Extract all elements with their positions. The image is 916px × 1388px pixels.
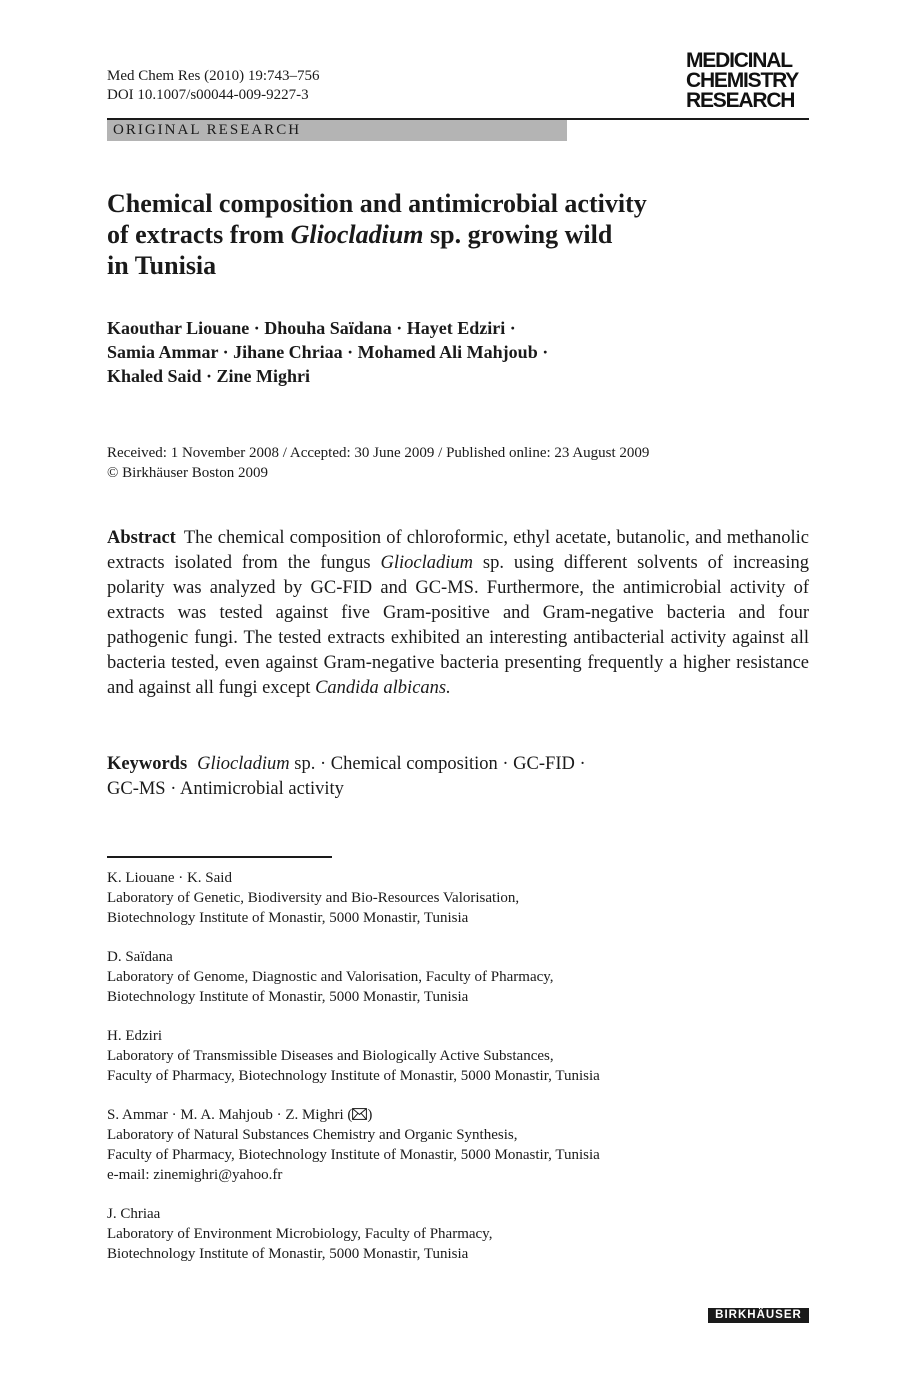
- affiliation-line: Biotechnology Institute of Monastir, 5000 Monastir, Tunisia: [107, 1246, 469, 1262]
- author-line: Kaouthar Liouane · Dhouha Saïdana · Hayet Edziri ·: [107, 318, 516, 338]
- abstract: [107, 526, 809, 701]
- affiliation-names: D. Saïdana: [107, 949, 173, 965]
- envelope-icon: [352, 1108, 367, 1120]
- affiliation-names-row: S. Ammar · M. A. Mahjoub · Z. Mighri ( ): [107, 1107, 373, 1123]
- paper-title: [107, 188, 727, 281]
- history-line: Received: 1 November 2008 / Accepted: 30 June 2009 / Published online: 23 August 2009: [107, 445, 650, 461]
- copyright-line: © Birkhäuser Boston 2009: [107, 465, 268, 481]
- logo-line: MEDICINAL: [686, 49, 792, 72]
- author-line: Samia Ammar · Jihane Chriaa · Mohamed Ali Mahjoub ·: [107, 342, 549, 362]
- affiliation-line: Laboratory of Environment Microbiology, Faculty of Pharmacy,: [107, 1226, 493, 1242]
- affiliation-names: S. Ammar · M. A. Mahjoub · Z. Mighri: [107, 1107, 344, 1123]
- keywords-line: [107, 752, 809, 777]
- affiliation-names: H. Edziri: [107, 1028, 162, 1044]
- affiliation-line: Biotechnology Institute of Monastir, 5000 Monastir, Tunisia: [107, 989, 469, 1005]
- affiliation-block: [107, 868, 600, 928]
- affiliations: [107, 868, 600, 1283]
- abstract-heading: Abstract: [107, 528, 176, 548]
- title-line: [107, 219, 727, 250]
- journal-logo: [686, 51, 808, 111]
- keywords-heading: Keywords: [107, 754, 188, 774]
- publisher-logo: BIRKHÄUSER: [708, 1308, 809, 1323]
- title-text: sp. growing wild: [423, 220, 613, 249]
- footnote-rule: [107, 856, 332, 858]
- affiliation-line: Laboratory of Transmissible Diseases and Biologically Active Substances,: [107, 1048, 554, 1064]
- title-genus: Gliocladium: [290, 220, 424, 249]
- abstract-text: sp. using different solvents of increasing polarity was analyzed by GC-FID and GC-MS. Furthermore, the antimicrobial activity of extracts was tested against five Gram-positive and Gram-negative bacteria and four pathogenic fungi. The tested extracts exhibited an interesting antibacterial activity against all bacteria tested, even against Gram-negative bacteria presenting frequently a higher resistance and against all fungi except: [107, 553, 809, 698]
- abstract-italic: Gliocladium: [380, 553, 473, 573]
- affiliation-block: [107, 1026, 600, 1086]
- keywords: [107, 752, 809, 802]
- abstract-text: The chemical composition of chloroformic, ethyl acetate, butanolic, and methanolic extracts isolated from the fungus: [107, 528, 809, 573]
- title-text: of extracts from: [107, 220, 291, 249]
- affiliation-names: K. Liouane · K. Said: [107, 870, 232, 886]
- journal-citation: Med Chem Res (2010) 19:743–756: [107, 68, 320, 84]
- keywords-line: GC-MS · Antimicrobial activity: [107, 779, 344, 799]
- affiliation-line: Laboratory of Natural Substances Chemistry and Organic Synthesis,: [107, 1127, 518, 1143]
- title-line: in Tunisia: [107, 251, 217, 280]
- affiliation-line: Laboratory of Genome, Diagnostic and Valorisation, Faculty of Pharmacy,: [107, 969, 554, 985]
- email-link[interactable]: e-mail: zinemighri@yahoo.fr: [107, 1167, 283, 1183]
- affiliation-line: Biotechnology Institute of Monastir, 5000 Monastir, Tunisia: [107, 910, 469, 926]
- affiliation-line: Laboratory of Genetic, Biodiversity and Bio-Resources Valorisation,: [107, 890, 520, 906]
- doi-link[interactable]: DOI 10.1007/s00044-009-9227-3: [107, 87, 309, 103]
- keywords-text: sp. · Chemical composition · GC-FID ·: [289, 754, 586, 774]
- keyword-genus: Gliocladium: [197, 754, 290, 774]
- section-label: ORIGINAL RESEARCH: [113, 122, 302, 138]
- author-line: Khaled Said · Zine Mighri: [107, 366, 311, 386]
- publication-dates: [107, 443, 649, 483]
- affiliation-block: [107, 1204, 600, 1264]
- affiliation-names: J. Chriaa: [107, 1206, 161, 1222]
- logo-line: RESEARCH: [686, 89, 795, 112]
- affiliation-block: [107, 1105, 600, 1185]
- journal-reference: [107, 67, 319, 105]
- abstract-italic: Candida albicans.: [315, 678, 451, 698]
- affiliation-line: Faculty of Pharmacy, Biotechnology Institute of Monastir, 5000 Monastir, Tunisia: [107, 1147, 600, 1163]
- affiliation-line: Faculty of Pharmacy, Biotechnology Institute of Monastir, 5000 Monastir, Tunisia: [107, 1068, 600, 1084]
- logo-line: CHEMISTRY: [686, 69, 799, 92]
- author-list: [107, 316, 548, 388]
- affiliation-block: [107, 947, 600, 1007]
- title-line: Chemical composition and antimicrobial activity: [107, 189, 647, 218]
